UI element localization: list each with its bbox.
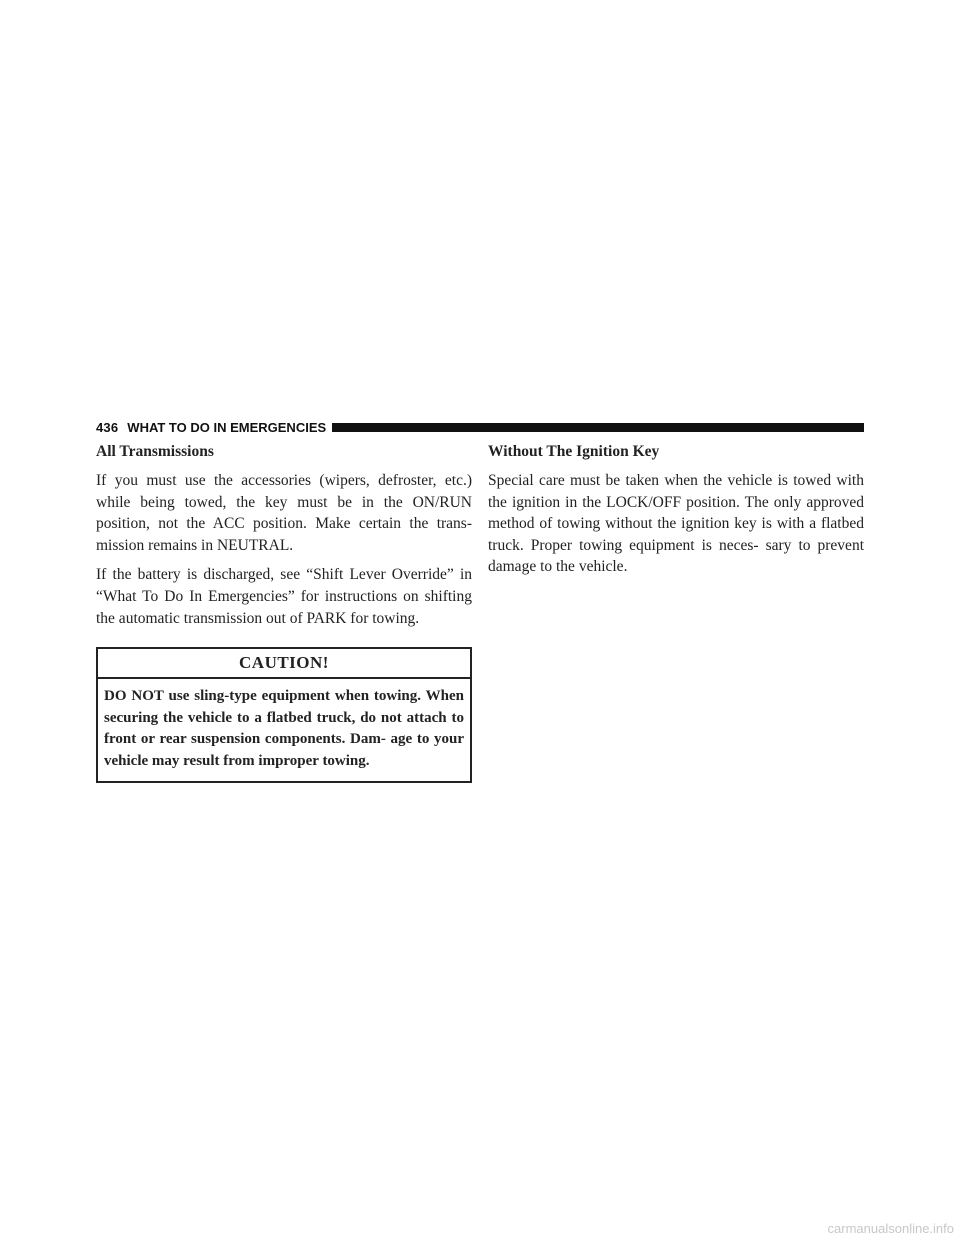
- left-column: [96, 442, 472, 783]
- header-rule: [332, 423, 864, 432]
- page-header: [96, 418, 864, 436]
- paragraph-special-care: Special care must be taken when the vehicle is towed with the ignition in the LOCK/OFF position. The only approved method of towing without the ignition key is with a flatbed truck. Proper towing equipment is neces- sary to prevent damage to the vehicle.: [488, 472, 864, 576]
- heading-all-transmissions: All Transmissions: [96, 443, 214, 460]
- caution-body: DO NOT use sling-type equipment when towing. When securing the vehicle to a flatbed truck, do not attach to front or rear suspension components. Dam- age to your vehicle may result from improper towing.: [104, 688, 464, 769]
- footer-watermark: carmanualsonline.info: [827, 1221, 954, 1236]
- caution-title: CAUTION!: [98, 649, 470, 679]
- right-column: [488, 442, 864, 586]
- page-number: 436: [96, 419, 119, 435]
- heading-without-ignition-key: Without The Ignition Key: [488, 443, 660, 460]
- caution-box: [96, 647, 472, 782]
- paragraph-accessories: If you must use the accessories (wipers, defroster, etc.) while being towed, the key must be in the ON/RUN position, not the ACC position. Make certain the trans- mission remains in NEUTRAL.: [96, 472, 472, 554]
- section-title: WHAT TO DO IN EMERGENCIES: [127, 419, 327, 435]
- paragraph-battery-discharged: If the battery is discharged, see “Shift Lever Override” in “What To Do In Emergencies” for instructions on shifting the automatic transmission out of PARK for towing.: [96, 566, 472, 627]
